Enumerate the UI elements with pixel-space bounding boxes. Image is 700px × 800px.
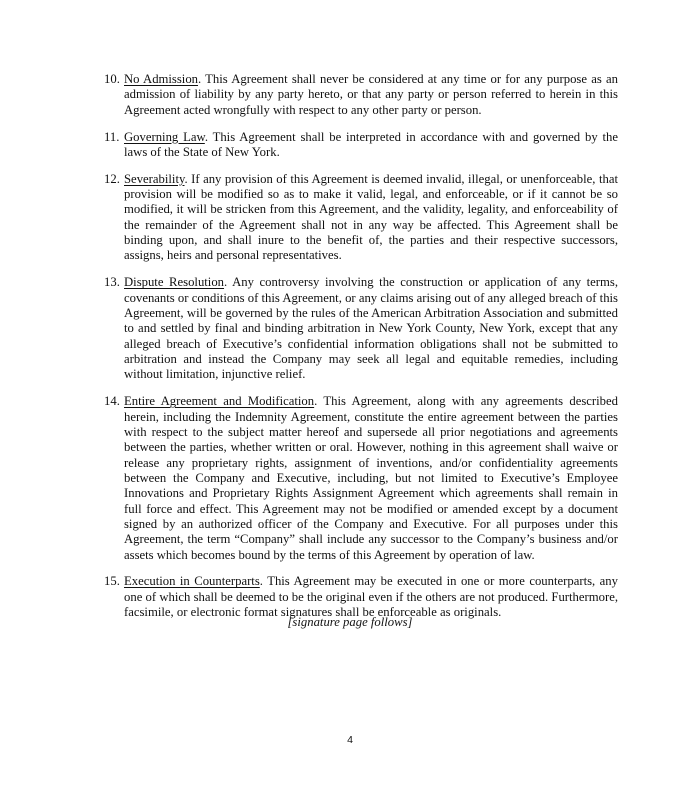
section-heading: Dispute Resolution	[124, 275, 225, 290]
section-number: 14.	[104, 394, 120, 409]
section-heading: No Admission	[124, 72, 199, 86]
section-text: . Any controversy involving the construction or application of any terms, covenants or conditions of this Agreement, or any claims arising out of any alleged breach of this Agreement, will be governed by the rules of the American Arbitration Association and submitted to and settled by final and binding arbitration in New York County, New York, except that any alleged breach of Executive’s confidential information obligations shall not be submitted to arbitration and instead the Company may seek all legal and equitable remedies, including without limitation, injunctive relief.	[124, 275, 618, 382]
section-governing-law	[104, 130, 618, 161]
section-number: 10.	[104, 72, 120, 86]
section-text: . If any provision of this Agreement is deemed invalid, illegal, or unenforceable, that provision will be modified so as to make it valid, legal, and enforceable, or if it cannot be so modified, it will be stricken from this Agreement, and the validity, legality, and enforceability of the remainder of the Agreement shall not in any way be affected. This Agreement shall be binding upon, and shall inure to the benefit of, the parties and their respective successors, assigns, heirs and personal representatives.	[124, 171, 618, 263]
section-dispute-resolution	[104, 275, 618, 382]
section-no-admission	[104, 72, 618, 118]
section-text: . This Agreement shall be interpreted in accordance with and governed by the laws of the State of New York.	[124, 129, 618, 159]
section-heading: Severability	[124, 171, 185, 186]
section-number: 12.	[104, 171, 120, 186]
section-heading: Entire Agreement and Modification	[124, 394, 315, 409]
page-number: 4	[347, 734, 353, 746]
section-number: 11.	[104, 129, 120, 144]
section-number: 13.	[104, 275, 120, 290]
section-severability	[104, 172, 618, 264]
section-execution-in-counterparts	[104, 574, 618, 620]
section-text: . This Agreement shall never be considered at any time or for any purpose as an admission of liability by any party hereto, or that any party or person referred to herein in this Agreement acted wrongfully with respect to any other party or person.	[124, 72, 618, 117]
section-entire-agreement	[104, 394, 618, 563]
signature-page-note: [signature page follows]	[287, 615, 413, 629]
section-text: . This Agreement may be executed in one or more counterparts, any one of which shall be deemed to be the original even if the others are not produced. Furthermore, facsimile, or electronic format signatures shall be enforceable as originals.	[124, 574, 618, 620]
section-heading: Governing Law	[124, 129, 205, 144]
section-heading: Execution in Counterparts	[124, 574, 260, 589]
section-text: . This Agreement, along with any agreements described herein, including the Indemnity Agreement, constitute the entire agreement between the parties with respect to the subject matter hereof and supersede all prior negotiations and agreements between the parties, whether written or oral. However, nothing in this agreement shall waive or release any proprietary rights, assignment of inventions, and/or confidentiality agreements between the Company and Executive, including, but not limited to Executive’s Employee Innovations and Proprietary Rights Assignment Agreement which agreements shall remain in full force and effect. This Agreement may not be modified or amended except by a document signed by an authorized officer of the Company and Executive. For all purposes under this Agreement, the term “Company” shall include any successor to the Company’s business and/or assets which becomes bound by the terms of this Agreement by operation of law.	[124, 394, 618, 562]
agreement-sections	[104, 72, 618, 632]
section-number: 15.	[104, 574, 120, 589]
